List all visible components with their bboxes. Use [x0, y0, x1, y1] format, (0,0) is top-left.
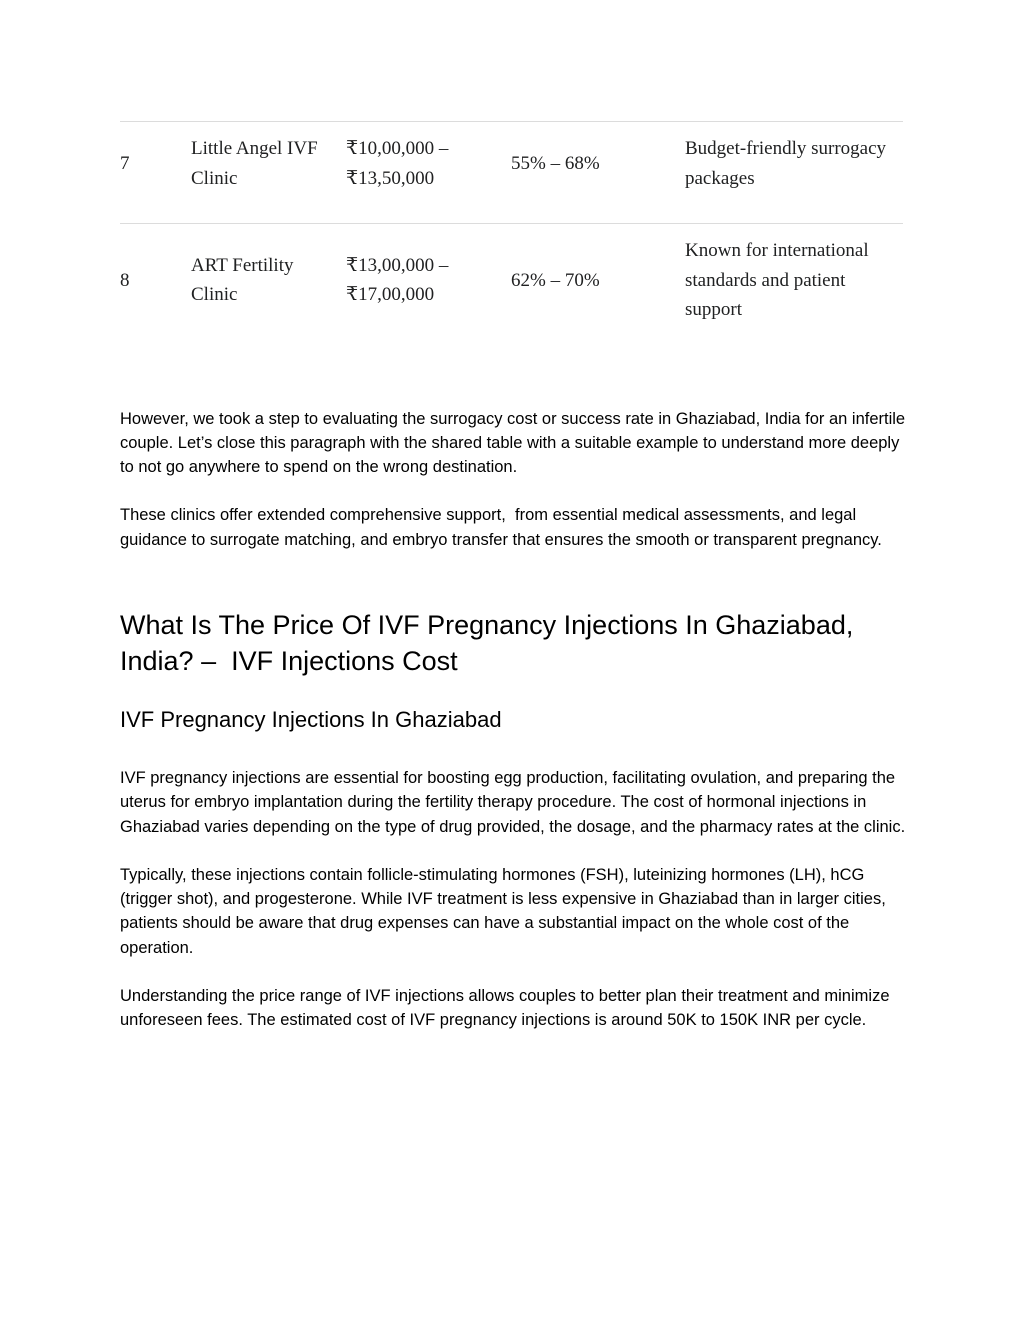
clinic-name-cell: Little Angel IVF Clinic [191, 122, 346, 224]
paragraph-clinic-support: These clinics offer extended comprehensive support, from essential medical assessments, and legal guidance to surrogate matching, and embryo transfer that ensures the smooth or transparent pregnancy. [120, 506, 882, 549]
table-row [120, 224, 903, 355]
clinic-note-cell: Known for international standards and patient support [685, 224, 903, 355]
document-content [120, 0, 910, 1033]
clinic-note-cell: Budget-friendly surrogacy packages [685, 122, 903, 224]
paragraph-injections-purpose: IVF pregnancy injections are essential for boosting egg production, facilitating ovulation, and preparing the uterus for embryo implantation during the fertility therapy procedure. The cost of hormonal injections in Ghaziabad varies depending on the type of drug provided, the dosage, and the pharmacy rates at the clinic. [120, 768, 906, 836]
paragraph-surrogacy-cost: However, we took a step to evaluating the surrogacy cost or success rate in Ghaziabad, India for an infertile couple. Let’s close this paragraph with the shared table with a suitable example to understand more deeply to not go anywhere to spend on the wrong destination. [120, 409, 910, 477]
paragraph-price-range: Understanding the price range of IVF injections allows couples to better plan their treatment and minimize unforeseen fees. The estimated cost of IVF pregnancy injections is around 50K to 150K INR per cycle. [120, 987, 895, 1030]
clinic-name-cell: ART Fertility Clinic [191, 224, 346, 355]
cost-range-cell: ₹13,00,000 – ₹17,00,000 [346, 224, 511, 355]
sub-heading-ivf-injections-ghaziabad: IVF Pregnancy Injections In Ghaziabad [120, 706, 502, 732]
clinics-comparison-table [120, 121, 903, 355]
paragraph-injection-contents: Typically, these injections contain follicle-stimulating hormones (FSH), luteinizing hormones (LH), hCG (trigger shot), and progesterone. While IVF treatment is less expensive in Ghaziabad than in larger cities, patients should be aware that drug expenses can have a substantial impact on the whole cost of the operation. [120, 865, 891, 957]
success-rate-cell: 55% – 68% [511, 122, 685, 224]
row-number-cell: 7 [120, 122, 191, 224]
success-rate-cell: 62% – 70% [511, 224, 685, 355]
cost-range-cell: ₹10,00,000 – ₹13,50,000 [346, 122, 511, 224]
section-heading-ivf-injections-price: What Is The Price Of IVF Pregnancy Injections In Ghaziabad, India? – IVF Injections Cost [120, 609, 861, 676]
row-number-cell: 8 [120, 224, 191, 355]
table-row [120, 122, 903, 224]
